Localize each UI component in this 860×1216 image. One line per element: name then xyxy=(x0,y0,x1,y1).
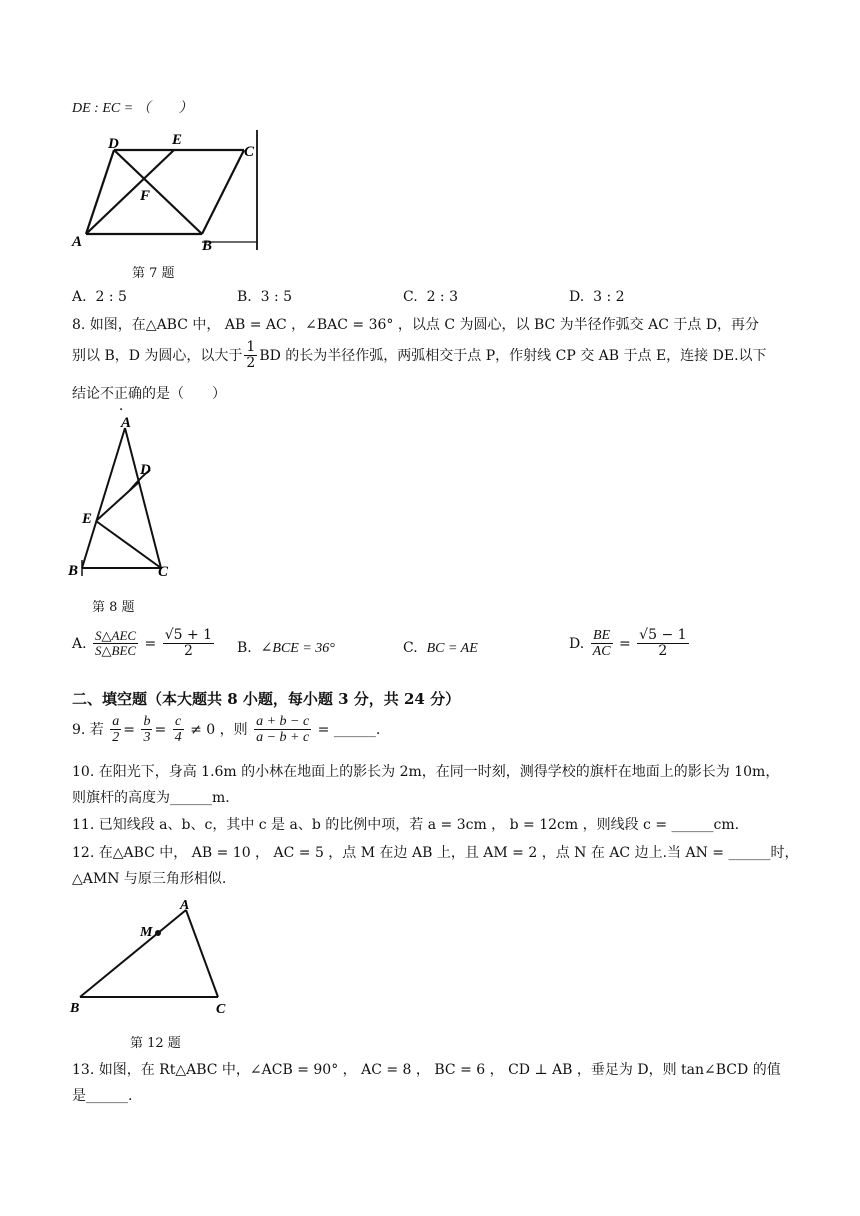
q10-line-1: 10. 在阳光下，身高 1.6m 的小林在地面上的影长为 2m，在同一时刻，测得学校的旗杆在地面上的影长为 10m， xyxy=(72,764,780,780)
q8-line-3: 结论不正确的是（ ） xyxy=(72,386,226,402)
q8-label-b: B xyxy=(68,563,79,579)
q12-figure xyxy=(66,894,236,1020)
q7-figure xyxy=(68,128,268,256)
q7-label-b: B xyxy=(202,238,213,254)
q12-label-m: M xyxy=(140,925,153,940)
q8-option-a-lhs: $\frac{\text{S△AEC}}{\text{S△BEC}}$ xyxy=(95,628,137,659)
q8-half-fraction: $\frac{1}{2}$ xyxy=(246,339,256,372)
q12-line-1: 12. 在△ABC 中， AB = 10 ， AC = 5 ，点 M 在边 AB 上，且 AM = 2 ，点 N 在 AC 边上.当 AN = ______时， xyxy=(72,845,799,861)
q7-option-d[interactable]: D. 3 : 2 xyxy=(569,289,625,305)
q9-frac-c: $\frac{c}{4}$ xyxy=(174,714,182,746)
q9-frac-b: $\frac{b}{3}$ xyxy=(143,714,151,746)
q8-label-a: A xyxy=(121,415,132,431)
q8-line-1: 8. 如图，在△ABC 中， AB = AC ，∠BAC = 36° ，以点 C 为圆心，以 BC 为半径作弧交 AC 于点 D，再分 xyxy=(72,317,760,333)
q9-frac-a: $\frac{a}{2}$ xyxy=(112,714,120,746)
q7-label-c: C xyxy=(244,144,255,160)
q7-caption: 第 7 题 xyxy=(132,266,175,281)
q8-caption: 第 8 题 xyxy=(92,600,135,615)
q8-label-c: C xyxy=(158,564,169,580)
q12-label-b: B xyxy=(70,1001,80,1016)
q8-option-a[interactable]: A. $\frac{\text{S△AEC}}{\text{S△BEC}}$ = $\frac{√5 + 1}{2}$ xyxy=(72,627,213,660)
q8-line-2: 别以 B，D 为圆心，以大于 $\frac{1}{2}$ BD 的长为半径作弧，两弧相交于点 P，作射线 CP 交 AB 于点 E，连接 DE.以下 xyxy=(72,339,767,372)
q7-label-f: F xyxy=(140,188,151,204)
q10-line-2: 则旗杆的高度为______m. xyxy=(72,790,230,806)
q8-option-a-rhs: $\frac{√5 + 1}{2}$ xyxy=(164,627,213,660)
q9-line: 9. 若 $\frac{a}{2}$ = $\frac{b}{3}$ = $\frac{c}{4}$ ≠ 0 ，则 $\frac{a + b - c}{a - b + c}$ = ______. xyxy=(72,714,381,746)
q13-line-1: 13. 如图，在 Rt△ABC 中，∠ACB = 90° ， AC = 8 ， BC = 6 ， CD ⊥ AB ，垂足为 D，则 tan∠BCD 的值 xyxy=(72,1062,781,1078)
q7-label-d: D xyxy=(108,136,119,152)
q8-emphasis: 不正确 xyxy=(100,386,142,402)
section-2-title: 二、填空题（本大题共 8 小题，每小题 3 分，共 24 分） xyxy=(72,690,461,708)
q7-option-a[interactable]: A. 2 : 5 xyxy=(72,289,127,305)
q8-label-e: E xyxy=(82,511,93,527)
q12-point-m xyxy=(155,930,161,936)
q7-question-tail: DE : EC = （ ） xyxy=(72,101,193,116)
q8-option-d[interactable]: D. $\frac{BE}{AC}$ = $\frac{√5 - 1}{2}$ xyxy=(569,627,687,660)
q12-label-a: A xyxy=(180,898,190,913)
q13-line-2: 是______. xyxy=(72,1088,133,1104)
q8-option-d-rhs: $\frac{√5 - 1}{2}$ xyxy=(639,627,687,660)
q7-label-e: E xyxy=(172,132,183,148)
q9-frac-expr: $\frac{a + b - c}{a - b + c}$ xyxy=(256,714,310,746)
q8-figure xyxy=(64,410,194,582)
q7-label-a: A xyxy=(72,234,83,250)
q8-label-d: D xyxy=(140,462,151,478)
q12-caption: 第 12 题 xyxy=(130,1036,181,1051)
q12-line-2: △AMN 与原三角形相似. xyxy=(72,871,227,887)
q8-option-b[interactable]: B. ∠BCE = 36° xyxy=(237,640,335,656)
q8-option-d-lhs: $\frac{BE}{AC}$ xyxy=(592,628,611,660)
q11-line-1: 11. 已知线段 a、b、c，其中 c 是 a、b 的比例中项，若 a = 3cm ， b = 12cm ，则线段 c = ______cm. xyxy=(72,817,740,833)
q7-option-b[interactable]: B. 3 : 5 xyxy=(237,289,293,305)
q12-label-c: C xyxy=(216,1002,226,1017)
q8-option-c[interactable]: C. BC = AE xyxy=(403,640,478,656)
q7-option-c[interactable]: C. 2 : 3 xyxy=(403,289,459,305)
